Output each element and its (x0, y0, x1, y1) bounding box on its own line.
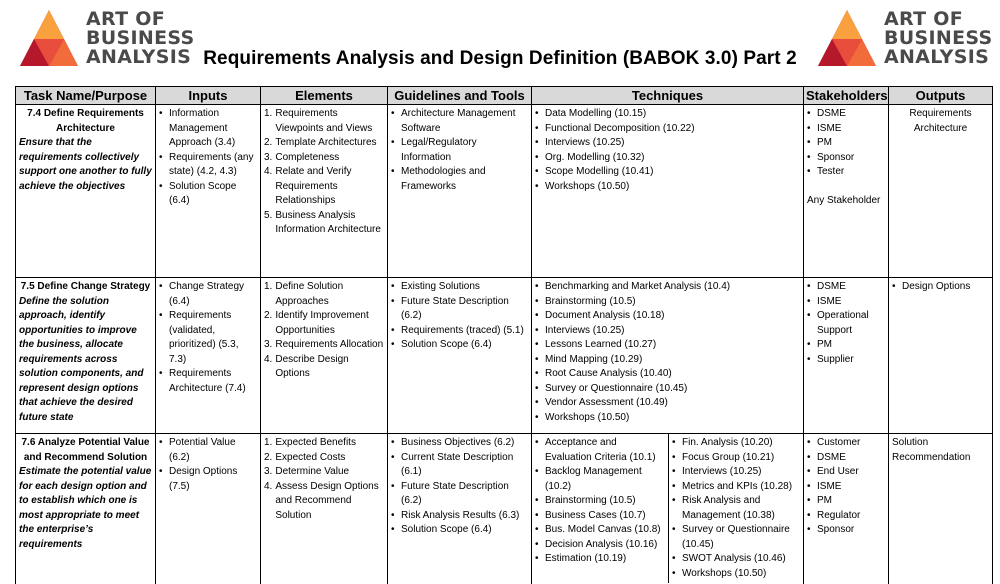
list-item: 2. Expected Costs (264, 451, 346, 463)
list-item: 4. Relate and Verify Requirements Relationships (264, 166, 352, 206)
elements-cell (261, 434, 388, 584)
list-item: • Survey or Questionnaire (10.45) (672, 523, 800, 552)
header-elements: Elements (261, 87, 388, 105)
list-item: • Acceptance and Evaluation Criteria (10.1) (535, 436, 665, 465)
task-title: 7.6 Analyze Potential Value and Recommend Solution (21, 437, 150, 463)
list-item: 1. Define Solution Approaches (264, 281, 344, 307)
list-item: • Metrics and KPIs (10.28) (672, 480, 800, 495)
list-item: • Potential Value (6.2) (159, 436, 257, 465)
list-item: • Architecture Management Software (391, 107, 528, 136)
logo-text: ART OF BUSINESS ANALYSIS (884, 7, 993, 68)
task-title: 7.4 Define Requirements Architecture (27, 108, 144, 134)
list-item: • Benchmarking and Market Analysis (10.4) (535, 280, 800, 295)
techniques-column-b (669, 434, 803, 583)
techniques-split (532, 434, 803, 583)
table-row (16, 434, 993, 584)
header-task: Task Name/Purpose (16, 87, 156, 105)
inputs-cell (156, 434, 261, 584)
list-item: • Change Strategy (6.4) (159, 280, 257, 309)
list-item: • Requirements (any state) (4.2, 4.3) (159, 151, 257, 180)
list-item: 3. Completeness (264, 151, 340, 163)
task-title: 7.5 Define Change Strategy (20, 281, 151, 292)
list-item: • Fin. Analysis (10.20) (672, 436, 800, 451)
list-item: • DSME (807, 107, 885, 122)
list-item: • Risk Analysis Results (6.3) (391, 509, 528, 524)
list-item: • DSME (807, 280, 885, 295)
list-item: • Information Management Approach (3.4) (159, 107, 257, 151)
list-item: • DSME (807, 451, 885, 466)
list-item: • Customer (807, 436, 885, 451)
elements-cell (261, 278, 388, 434)
list-item: • Bus. Model Canvas (10.8) (535, 523, 665, 538)
list-item: • Scope Modelling (10.41) (535, 165, 800, 180)
inputs-cell (156, 105, 261, 278)
header-guidelines: Guidelines and Tools (388, 87, 532, 105)
list-item: • ISME (807, 122, 885, 137)
list-item: • Mind Mapping (10.29) (535, 353, 800, 368)
list-item: • Solution Scope (6.4) (391, 338, 528, 353)
logo-text: ART OF BUSINESS ANALYSIS (86, 7, 195, 68)
list-item: • Backlog Management (10.2) (535, 465, 665, 494)
list-item: • ISME (807, 295, 885, 310)
list-item: • Design Options (7.5) (159, 465, 257, 494)
list-item: • SWOT Analysis (10.46) (672, 552, 800, 567)
list-item: 4. Assess Design Options and Recommend Solution (264, 480, 379, 521)
list-item: • ISME (807, 480, 885, 495)
list-item: • Requirements (traced) (5.1) (391, 324, 528, 339)
task-cell (16, 105, 156, 278)
list-item: • Sponsor (807, 523, 885, 538)
list-item: • Data Modelling (10.15) (535, 107, 800, 122)
list-item: • Design Options (892, 280, 989, 295)
list-item: 1. Requirements Viewpoints and Views (264, 108, 373, 134)
list-item: • Tester (807, 165, 885, 180)
list-item: • PM (807, 136, 885, 151)
header-techniques: Techniques (532, 87, 804, 105)
babok-table (15, 86, 993, 584)
task-cell (16, 278, 156, 434)
list-item: 5. Business Analysis Information Architecture (264, 209, 381, 235)
list-item: 1. Expected Benefits (264, 437, 356, 448)
header-outputs: Outputs (889, 87, 993, 105)
techniques-cell (532, 278, 804, 434)
list-item: 3. Requirements Allocation (264, 339, 384, 350)
list-item: 3. Determine Value (264, 466, 350, 477)
list-item: • Legal/Regulatory Information (391, 136, 528, 165)
list-item: • Workshops (10.50) (672, 567, 800, 582)
list-item: • Solution Scope (6.4) (391, 523, 528, 538)
guidelines-cell (388, 105, 532, 278)
list-item: • Brainstorming (10.5) (535, 295, 800, 310)
list-item: • Regulator (807, 509, 885, 524)
list-item: • Solution Scope (6.4) (159, 180, 257, 209)
stakeholders-cell (804, 105, 889, 278)
header-row (16, 87, 993, 105)
stakeholder-note: Any Stakeholder (807, 195, 881, 206)
outputs-cell (889, 434, 993, 584)
list-item: • Root Cause Analysis (10.40) (535, 367, 800, 382)
stakeholders-cell (804, 434, 889, 584)
task-description: Define the solution approach, identify opportunities to improve the business, allocate requirements across solution components, and represent design options that achieve the desired future state (19, 295, 144, 423)
list-item: • Business Objectives (6.2) (391, 436, 528, 451)
list-item: • Focus Group (10.21) (672, 451, 800, 466)
list-item: • End User (807, 465, 885, 480)
task-description: Ensure that the requirements collectively support one another to fully achieve the objectives (19, 137, 152, 192)
list-item: • Estimation (10.19) (535, 552, 665, 567)
list-item: • Requirements (validated, prioritized) (5.3, 7.3) (159, 309, 257, 367)
table-row (16, 278, 993, 434)
list-item: • Document Analysis (10.18) (535, 309, 800, 324)
header-stakeholders: Stakeholders (804, 87, 889, 105)
header-inputs: Inputs (156, 87, 261, 105)
list-item: • Survey or Questionnaire (10.45) (535, 382, 800, 397)
list-item: 2. Identify Improvement Opportunities (264, 310, 369, 336)
task-description: Estimate the potential value for each design option and to establish which one is most appropriate to meet the enterprise’s requirements (19, 466, 152, 550)
list-item: 2. Template Architectures (264, 137, 377, 148)
list-item: • Workshops (10.50) (535, 180, 800, 195)
list-item: • Future State Description (6.2) (391, 295, 528, 324)
inputs-cell (156, 278, 261, 434)
list-item: • Interviews (10.25) (535, 324, 800, 339)
list-item: • Lessons Learned (10.27) (535, 338, 800, 353)
list-item: • Methodologies and Frameworks (391, 165, 528, 194)
list-item: • Functional Decomposition (10.22) (535, 122, 800, 137)
techniques-cell (532, 105, 804, 278)
list-item: 4. Describe Design Options (264, 353, 349, 379)
list-item: • Operational Support (807, 309, 885, 338)
list-item: • Future State Description (6.2) (391, 480, 528, 509)
outputs-cell (889, 278, 993, 434)
list-item: • Current State Description (6.1) (391, 451, 528, 480)
list-item: • Supplier (807, 353, 885, 368)
list-item: • Existing Solutions (391, 280, 528, 295)
guidelines-cell (388, 278, 532, 434)
list-item: • Decision Analysis (10.16) (535, 538, 665, 553)
list-item: • PM (807, 494, 885, 509)
output-text: Requirements Architecture (909, 108, 972, 134)
list-item: • Requirements Architecture (7.4) (159, 367, 257, 396)
list-item: • Risk Analysis and Management (10.38) (672, 494, 800, 523)
list-item: • Interviews (10.25) (535, 136, 800, 151)
list-item: • Business Cases (10.7) (535, 509, 665, 524)
list-item: • Interviews (10.25) (672, 465, 800, 480)
list-item: • Vendor Assessment (10.49) (535, 396, 800, 411)
task-cell (16, 434, 156, 584)
table-row (16, 105, 993, 278)
page-title: Requirements Analysis and Design Definition (BABOK 3.0) Part 2 (203, 48, 797, 69)
guidelines-cell (388, 434, 532, 584)
list-item: • Workshops (10.50) (535, 411, 800, 426)
list-item: • PM (807, 338, 885, 353)
list-item: • Sponsor (807, 151, 885, 166)
list-item: • Brainstorming (10.5) (535, 494, 665, 509)
stakeholders-cell (804, 278, 889, 434)
outputs-cell (889, 105, 993, 278)
list-item: • Org. Modelling (10.32) (535, 151, 800, 166)
techniques-column-a (532, 434, 669, 583)
techniques-cell (532, 434, 804, 584)
output-text: Solution Recommendation (892, 437, 971, 463)
elements-cell (261, 105, 388, 278)
